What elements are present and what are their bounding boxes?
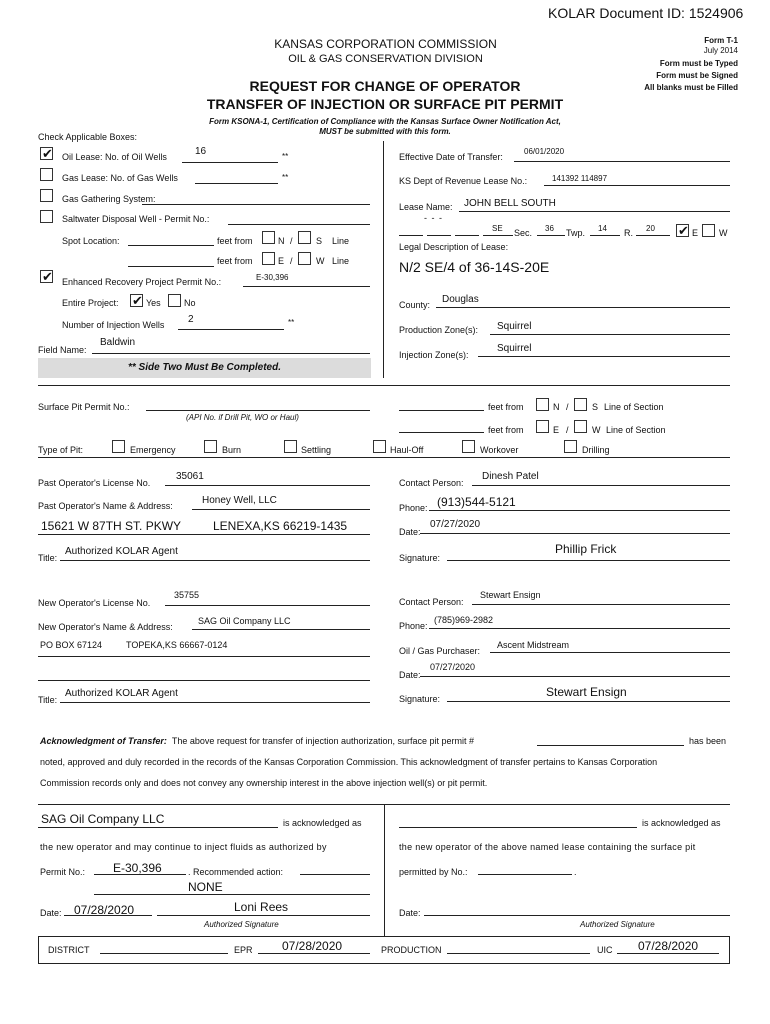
spot-n-checkbox[interactable] [262, 231, 275, 244]
eor-permit-value[interactable]: E-30,396 [256, 273, 289, 282]
new-title-value[interactable]: Authorized KOLAR Agent [65, 688, 178, 699]
past-name-value[interactable]: Honey Well, LLC [202, 495, 277, 506]
pit-haul-off-label: Haul-Off [390, 445, 424, 455]
entire-project-no-checkbox[interactable] [168, 294, 181, 307]
revenue-lease-value[interactable]: 141392 114897 [552, 174, 608, 183]
pit-ew-line [399, 432, 484, 433]
ack-left-signature-line [157, 915, 370, 916]
lease-name-value[interactable]: JOHN BELL SOUTH [464, 198, 556, 209]
range-label: R. [624, 228, 633, 238]
check-boxes-label: Check Applicable Boxes: [38, 132, 138, 142]
revenue-lease-line [544, 185, 730, 186]
legal-qq3-line [455, 235, 479, 236]
column-divider [383, 141, 384, 378]
past-signature-label: Signature: [399, 553, 441, 563]
new-contact-line [472, 604, 730, 605]
spot-s-checkbox[interactable] [298, 231, 311, 244]
spot-location-label: Spot Location: [62, 236, 120, 246]
entire-project-no-label: No [184, 298, 196, 308]
range-line [636, 235, 670, 236]
ack-permit-value[interactable]: E-30,396 [113, 861, 162, 875]
api-note: (API No. if Drill Pit, WO or Haul) [186, 413, 299, 422]
uic-line [617, 953, 719, 954]
pit-line-of-section-1: Line of Section [604, 402, 664, 412]
gas-wells-line [195, 183, 278, 184]
spot-line-label-1: Line [332, 236, 350, 246]
pit-drilling-checkbox[interactable] [564, 440, 577, 453]
county-line [436, 307, 730, 308]
form-number: Form T-1 [704, 36, 738, 45]
ack-left-company-line [38, 827, 278, 828]
new-purchaser-line [490, 652, 730, 653]
spot-n-label: N [278, 236, 285, 246]
pit-s-checkbox[interactable] [574, 398, 587, 411]
ack-heading: Acknowledgment of Transfer: [40, 736, 167, 746]
past-contact-value[interactable]: Dinesh Patel [482, 471, 539, 482]
past-contact-label: Contact Person: [399, 478, 464, 488]
ack-right-is-acknowledged: is acknowledged as [642, 818, 721, 828]
form-subtitle-2: MUST be submitted with this form. [319, 127, 451, 136]
spot-w-label: W [316, 256, 325, 266]
form-note-filled: All blanks must be Filled [644, 83, 738, 92]
district-label: DISTRICT [48, 945, 90, 955]
production-line [447, 953, 590, 954]
spot-w-checkbox[interactable] [298, 252, 311, 265]
pit-workover-checkbox[interactable] [462, 440, 475, 453]
epr-label: EPR [234, 945, 253, 955]
form-title-1: REQUEST FOR CHANGE OF OPERATOR [249, 78, 521, 94]
new-title-line [60, 702, 370, 703]
uic-label: UIC [597, 945, 613, 955]
pit-slash-1: / [566, 402, 569, 412]
past-name-label: Past Operator's Name & Address: [38, 501, 173, 511]
oil-lease-checkbox[interactable]: ✔ [42, 146, 53, 161]
new-contact-value[interactable]: Stewart Ensign [480, 590, 541, 600]
injection-wells-label: Number of Injection Wells [62, 320, 165, 330]
spot-feet-from-1: feet from [217, 236, 253, 246]
pit-emergency-checkbox[interactable] [112, 440, 125, 453]
ack-right-text: the new operator of the above named lease containing the surface pit [399, 842, 696, 852]
range-e-checkbox[interactable]: ✔ [678, 223, 689, 238]
legal-qq1-line [399, 235, 423, 236]
new-signature-label: Signature: [399, 694, 441, 704]
ack-text-1 [40, 736, 474, 746]
new-date-line [420, 676, 730, 677]
pit-ns-line [399, 410, 484, 411]
new-phone-value[interactable]: (785)969-2982 [434, 615, 494, 625]
new-address-city[interactable]: TOPEKA,KS 66667-0124 [126, 640, 228, 650]
swd-permit-line [228, 224, 370, 225]
past-phone-value[interactable]: (913)544-5121 [437, 495, 516, 509]
sec-value[interactable]: 36 [545, 224, 554, 233]
past-date-value[interactable]: 07/27/2020 [430, 519, 481, 530]
effective-date-label: Effective Date of Transfer: [399, 152, 503, 162]
range-w-label: W [719, 228, 728, 238]
gas-gathering-label: Gas Gathering System: [62, 194, 156, 204]
ack-recommended-value[interactable]: NONE [188, 880, 223, 894]
pit-line-of-section-2: Line of Section [606, 425, 666, 435]
gas-wells-stars: ** [282, 173, 289, 182]
new-address-line-2 [38, 680, 370, 681]
new-date-value[interactable]: 07/27/2020 [430, 662, 476, 672]
pit-e-checkbox[interactable] [536, 420, 549, 433]
pit-settling-label: Settling [301, 445, 332, 455]
revenue-lease-label: KS Dept of Revenue Lease No.: [399, 176, 528, 186]
agency-name: KANSAS CORPORATION COMMISSION [274, 37, 497, 51]
field-name-line [92, 353, 370, 354]
gas-lease-label: Gas Lease: No. of Gas Wells [62, 173, 178, 183]
new-license-line [165, 605, 370, 606]
range-value[interactable]: 20 [646, 224, 655, 233]
new-signature-line [447, 701, 730, 702]
past-title-label: Title: [38, 553, 58, 563]
effective-date-value[interactable]: 06/01/2020 [524, 147, 565, 156]
surface-pit-line [146, 410, 370, 411]
ack-left-signature-value[interactable]: Loni Rees [234, 900, 289, 914]
new-date-label: Date: [399, 670, 421, 680]
twp-label: Twp. [566, 228, 586, 238]
epr-date-value[interactable]: 07/28/2020 [282, 939, 343, 953]
pit-section-top-rule [38, 385, 730, 386]
ack-left-company[interactable]: SAG Oil Company LLC [41, 812, 165, 826]
spot-s-label: S [316, 236, 323, 246]
pit-emergency-label: Emergency [130, 445, 176, 455]
ack-permitted-by-label: permitted by No.: [399, 867, 468, 877]
range-w-checkbox[interactable] [702, 224, 715, 237]
new-phone-label: Phone: [399, 621, 428, 631]
legal-quarter-dashes: - - - [424, 213, 443, 223]
past-contact-line [472, 485, 730, 486]
new-license-value[interactable]: 35755 [174, 590, 200, 600]
ack-permit-label: Permit No.: [40, 867, 86, 877]
county-label: County: [399, 300, 431, 310]
pit-haul-off-checkbox[interactable] [373, 440, 386, 453]
form-note-signed: Form must be Signed [656, 71, 738, 80]
twp-value[interactable]: 14 [598, 224, 607, 233]
side-two-text: ** Side Two Must Be Completed. [128, 362, 281, 373]
oil-wells-stars: ** [282, 152, 289, 161]
new-signature-value[interactable]: Stewart Ensign [546, 685, 627, 699]
new-name-line [192, 629, 370, 630]
ack-recommended-label: . Recommended action: [188, 867, 284, 877]
ack-right-date-label: Date: [399, 908, 421, 918]
new-title-label: Title: [38, 695, 58, 705]
lease-name-line [459, 211, 730, 212]
pit-n-checkbox[interactable] [536, 398, 549, 411]
ack-right-company-line [399, 827, 637, 828]
past-signature-line [447, 560, 730, 561]
form-revision-date: July 2014 [703, 46, 738, 55]
past-date-line [420, 533, 730, 534]
ack-recommended-line [300, 874, 370, 875]
legal-description-label: Legal Description of Lease: [399, 242, 509, 252]
production-label: PRODUCTION [381, 945, 442, 955]
injection-zone-line [478, 356, 730, 357]
past-license-label: Past Operator's License No. [38, 478, 151, 488]
ack-text-2: noted, approved and duly recorded in the records of the Kansas Corporation Commission. This acknowledgment of transfer pertains to Kansas Corporation [40, 757, 658, 767]
past-license-line [165, 485, 370, 486]
sec-label: Sec. [514, 228, 533, 238]
field-name-value[interactable]: Baldwin [100, 337, 136, 348]
county-value[interactable]: Douglas [442, 294, 479, 305]
eor-permit-line [243, 286, 370, 287]
pit-feet-from-2: feet from [488, 425, 524, 435]
ack-box-divider [384, 804, 385, 937]
form-subtitle-1: Form KSONA-1, Certification of Compliance with the Kansas Surface Owner Notification Act, [209, 117, 561, 126]
swd-checkbox[interactable] [40, 210, 53, 223]
ack-pit-permit-line [537, 745, 684, 746]
new-purchaser-label: Oil / Gas Purchaser: [399, 646, 481, 656]
ack-text-3: Commission records only and does not convey any ownership interest in the above injection well(s) or pit permit. [40, 778, 488, 788]
form-title-2: TRANSFER OF INJECTION OR SURFACE PIT PERMIT [206, 96, 564, 112]
production-zone-value[interactable]: Squirrel [497, 321, 532, 332]
past-phone-label: Phone: [399, 503, 428, 513]
new-name-value[interactable]: SAG Oil Company LLC [198, 616, 291, 626]
pit-workover-label: Workover [480, 445, 519, 455]
twp-line [590, 235, 620, 236]
ack-left-text: the new operator and may continue to inject fluids as authorized by [40, 842, 327, 852]
eor-permit-label: Enhanced Recovery Project Permit No.: [62, 277, 222, 287]
ack-left-auth-signature-label: Authorized Signature [204, 920, 279, 929]
entire-project-yes-label: Yes [146, 298, 161, 308]
past-name-line [192, 509, 370, 510]
ack-left-is-acknowledged: is acknowledged as [283, 818, 362, 828]
form-note-typed: Form must be Typed [659, 59, 738, 68]
past-phone-line [429, 510, 730, 511]
eor-checkbox[interactable]: ✔ [42, 269, 53, 284]
injection-zone-value[interactable]: Squirrel [497, 343, 532, 354]
swd-label: Saltwater Disposal Well - Permit No.: [62, 214, 210, 224]
new-address-street[interactable]: PO BOX 67124 [40, 640, 103, 650]
pit-w-checkbox[interactable] [574, 420, 587, 433]
sec-line [537, 235, 565, 236]
pit-burn-label: Burn [222, 445, 242, 455]
ack-right-auth-signature-label: Authorized Signature [580, 920, 655, 929]
pit-n-label: N [553, 402, 560, 412]
ack-permitted-by-line [478, 874, 572, 875]
spot-feet-from-2: feet from [217, 256, 253, 266]
new-phone-line [429, 628, 730, 629]
past-address-street[interactable]: 15621 W 87TH ST. PKWY [41, 519, 182, 533]
pit-type-label: Type of Pit: [38, 445, 84, 455]
surface-pit-label: Surface Pit Permit No.: [38, 402, 130, 412]
past-title-value[interactable]: Authorized KOLAR Agent [65, 546, 178, 557]
division-name: OIL & GAS CONSERVATION DIVISION [288, 53, 483, 65]
legal-quarter-line [483, 235, 513, 236]
legal-quarter-value[interactable]: SE [492, 224, 503, 233]
past-address-city[interactable]: LENEXA,KS 66219-1435 [213, 519, 348, 533]
pit-feet-from-1: feet from [488, 402, 524, 412]
ack-permitted-by-period: . [574, 867, 577, 877]
gas-gathering-checkbox[interactable] [40, 189, 53, 202]
new-address-line [38, 656, 370, 657]
past-signature-value[interactable]: Phillip Frick [555, 542, 617, 556]
ack-right-date-line [424, 915, 730, 916]
ack-left-date-label: Date: [40, 908, 62, 918]
production-zone-line [490, 334, 730, 335]
past-license-value[interactable]: 35061 [176, 471, 204, 482]
range-e-label: E [692, 228, 699, 238]
injection-wells-stars: ** [288, 318, 295, 327]
ack-recommended-line-2 [94, 894, 370, 895]
spot-e-label: E [278, 256, 285, 266]
lease-name-label: Lease Name: [399, 202, 453, 212]
pit-w-label: W [592, 425, 601, 435]
spot-e-checkbox[interactable] [262, 252, 275, 265]
gas-lease-checkbox[interactable] [40, 168, 53, 181]
new-purchaser-value[interactable]: Ascent Midstream [497, 640, 570, 650]
ack-left-date-value[interactable]: 07/28/2020 [74, 903, 135, 917]
oil-wells-value[interactable]: 16 [195, 146, 207, 157]
injection-wells-value[interactable]: 2 [188, 314, 194, 325]
pit-drilling-label: Drilling [582, 445, 610, 455]
production-zone-label: Production Zone(s): [399, 325, 479, 335]
pit-s-label: S [592, 402, 599, 412]
legal-qq2-line [427, 235, 451, 236]
pit-burn-checkbox[interactable] [204, 440, 217, 453]
past-title-line [60, 560, 370, 561]
spot-line-label-2: Line [332, 256, 350, 266]
spot-ns-line [128, 245, 214, 246]
uic-date-value[interactable]: 07/28/2020 [638, 939, 699, 953]
field-name-label: Field Name: [38, 345, 87, 355]
new-license-label: New Operator's License No. [38, 598, 151, 608]
injection-wells-line [178, 329, 284, 330]
new-contact-label: Contact Person: [399, 597, 464, 607]
district-line [100, 953, 228, 954]
spot-ew-line [128, 266, 214, 267]
ack-has-been: has been [689, 736, 727, 746]
pit-settling-checkbox[interactable] [284, 440, 297, 453]
spot-slash-2: / [290, 256, 293, 266]
past-date-label: Date: [399, 527, 421, 537]
ack-text-1-body: The above request for transfer of injection authorization, surface pit permit # [171, 736, 475, 746]
pit-e-label: E [553, 425, 560, 435]
entire-project-yes-checkbox[interactable]: ✔ [132, 293, 143, 308]
oil-lease-label: Oil Lease: No. of Oil Wells [62, 152, 167, 162]
past-address-line [38, 534, 370, 535]
entire-project-label: Entire Project: [62, 298, 119, 308]
gas-gathering-line [142, 204, 370, 205]
epr-line [258, 953, 370, 954]
pit-slash-2: / [566, 425, 569, 435]
pit-type-rule [38, 457, 730, 458]
spot-slash-1: / [290, 236, 293, 246]
injection-zone-label: Injection Zone(s): [399, 350, 469, 360]
document-id: KOLAR Document ID: 1524906 [548, 5, 744, 21]
new-name-label: New Operator's Name & Address: [38, 622, 173, 632]
effective-date-line [514, 161, 730, 162]
legal-description-value[interactable]: N/2 SE/4 of 36-14S-20E [399, 259, 550, 275]
oil-wells-line [182, 162, 278, 163]
